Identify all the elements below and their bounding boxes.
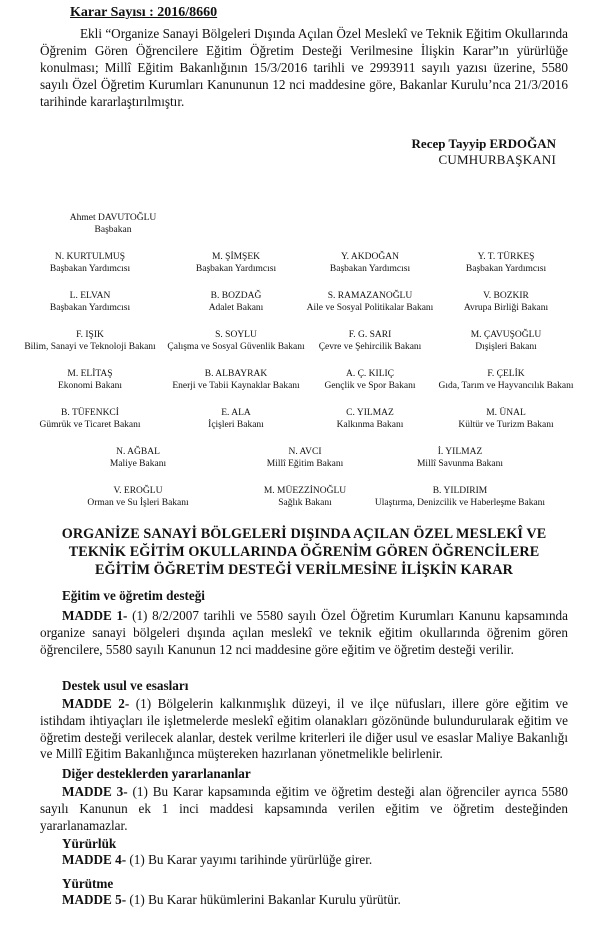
minister-title: Başbakan Yardımcısı — [195, 264, 277, 274]
minister-signature — [70, 212, 156, 236]
minister-title: Başbakan — [94, 225, 132, 235]
intro-paragraph: Ekli “Organize Sanayi Bölgeleri Dışında Açılan Özel Meslekî ve Teknik Eğitim Okullarında Öğrenim Gören Öğrencilere Eğitim Öğretim Desteği Verilmesine İlişkin Karar”ın yürürlüğe konulması; Millî Eğitim Bakanlığının 15/3/2016 tarihli ve 2993911 sayılı yazısı üzerine, 5580 sayılı Özel Öğretim Kurumları Kanununun 12 nci maddesine göre, Bakanlar Kurulu’nca 21/3/2016 tarihinde kararlaştırılmıştır. — [40, 26, 568, 109]
minister-name: Y. AKDOĞAN — [341, 252, 399, 262]
minister-name: B. TÜFENKCİ — [61, 408, 119, 418]
article-paragraph — [40, 852, 568, 869]
minister-signature — [208, 407, 264, 431]
minister-title: Adalet Bakanı — [208, 303, 264, 313]
minister-signature — [267, 446, 344, 470]
minister-name: İ. YILMAZ — [437, 447, 483, 457]
article-heading: Yürürlük — [62, 836, 117, 851]
minister-title: Kültür ve Turizm Bakanı — [458, 420, 554, 430]
minister-signature — [209, 290, 264, 314]
minister-title: Enerji ve Tabii Kaynaklar Bakanı — [172, 381, 300, 391]
minister-signature — [375, 485, 545, 509]
minister-title: Dışişleri Bakanı — [475, 342, 537, 352]
minister-title: Sağlık Bakanı — [278, 498, 332, 508]
minister-name: B. YILDIRIM — [432, 486, 488, 496]
article-heading: Destek usul ve esasları — [62, 678, 189, 693]
article-text: (1) Bölgelerin kalkınmışlık düzeyi, il ve ilçe nüfusları, illere göre eğitim ve istihdam ihtiyaçları ile işletmelerde meslekî eğitim olanakları gözönünde bulundurularak eğitim ve öğretim desteği verilecek alanlar, destek verilme kriterleri ile diğer usul ve esaslar Maliye Bakanlığı ve Millî Eğitim Bakanlığınca müştereken hazırlanan yönetmelikle belirlenir. — [40, 696, 568, 762]
minister-title: Millî Savunma Bakanı — [416, 459, 504, 469]
minister-signature — [58, 368, 122, 392]
minister-name: N. AVCI — [288, 447, 322, 457]
minister-signature — [464, 290, 548, 314]
minister-signature — [87, 485, 188, 509]
minister-name: F. IŞIK — [76, 330, 104, 340]
minister-title: İçişleri Bakanı — [208, 420, 264, 430]
minister-name: M. MÜEZZİNOĞLU — [263, 486, 347, 496]
minister-title: Millî Eğitim Bakanı — [266, 459, 344, 469]
minister-name: S. SOYLU — [215, 330, 257, 340]
article-label: MADDE 3- — [62, 784, 128, 799]
minister-name: V. BOZKIR — [483, 291, 529, 301]
article-text: (1) Bu Karar kapsamında eğitim ve öğretim desteği alan öğrenciler ayrıca 5580 sayılı Kanunun ek 1 inci maddesi kapsamında verilen eğitim ve öğretim desteğinden yararlanamazlar. — [40, 784, 568, 833]
article-text: (1) Bu Karar yayımı tarihinde yürürlüğe girer. — [126, 852, 373, 867]
article-label: MADDE 4- — [62, 852, 127, 867]
minister-title: Başbakan Yardımcısı — [49, 264, 131, 274]
signatory-name: Recep Tayyip ERDOĞAN — [411, 136, 556, 151]
minister-name: C. YILMAZ — [346, 408, 394, 418]
article-text: (1) 8/2/2007 tarihli ve 5580 sayılı Özel Öğretim Kurumları Kanunu kapsamında organize sanayi bölgeleri dışında açılan meslekî ve teknik eğitim okullarında öğrenim gören öğrencilere, 5580 sayılı Kanunun 12 nci maddesine göre eğitim ve öğretim desteği verilir. — [40, 608, 568, 657]
minister-signature — [167, 329, 304, 353]
minister-signature — [417, 446, 503, 470]
minister-signature — [110, 446, 166, 470]
article-paragraph — [40, 892, 568, 909]
article-label: MADDE 5- — [62, 892, 127, 907]
minister-signature — [458, 407, 553, 431]
minister-name: E. ALA — [221, 408, 251, 418]
minister-signature — [466, 251, 546, 275]
minister-title: Maliye Bakanı — [109, 459, 167, 469]
article-label: MADDE 2- — [62, 696, 130, 711]
article-heading: Diğer desteklerden yararlananlar — [62, 766, 251, 781]
minister-name: V. EROĞLU — [113, 486, 163, 496]
minister-name: M. ELİTAŞ — [67, 369, 113, 379]
article-paragraph — [40, 784, 568, 834]
minister-name: B. BOZDAĞ — [210, 291, 262, 301]
minister-signature — [172, 368, 299, 392]
minister-title: Başbakan Yardımcısı — [49, 303, 131, 313]
minister-name: F. ÇELİK — [487, 369, 525, 379]
minister-name: N. KURTULMUŞ — [54, 252, 126, 262]
minister-name: Ahmet DAVUTOĞLU — [69, 213, 157, 223]
minister-title: Bilim, Sanayi ve Teknoloji Bakanı — [24, 342, 156, 352]
minister-title: Gençlik ve Spor Bakanı — [324, 381, 416, 391]
minister-title: Aile ve Sosyal Politikalar Bakanı — [306, 303, 434, 313]
minister-signature — [337, 407, 404, 431]
minister-name: L. ELVAN — [69, 291, 111, 301]
minister-name: S. RAMAZANOĞLU — [327, 291, 413, 301]
minister-name: M. ÜNAL — [486, 408, 526, 418]
minister-name: N. AĞBAL — [116, 447, 160, 457]
minister-signature — [264, 485, 346, 509]
minister-signature — [324, 368, 415, 392]
minister-title: Başbakan Yardımcısı — [465, 264, 547, 274]
minister-signature — [196, 251, 276, 275]
minister-signature — [24, 329, 155, 353]
minister-signature — [50, 290, 130, 314]
minister-title: Avrupa Birliği Bakanı — [463, 303, 549, 313]
decision-title: ORGANİZE SANAYİ BÖLGELERİ DIŞINDA AÇILAN ÖZEL MESLEKÎ VE TEKNİK EĞİTİM OKULLARINDA ÖĞRENİM GÖREN ÖĞRENCİLERE EĞİTİM ÖĞRETİM DESTEĞİ VERİLMESİNE İLİŞKİN KARAR — [61, 526, 547, 578]
minister-title: Orman ve Su İşleri Bakanı — [87, 498, 189, 508]
minister-title: Gıda, Tarım ve Hayvancılık Bakanı — [438, 381, 574, 391]
minister-name: M. ŞİMŞEK — [211, 252, 261, 262]
article-text: (1) Bu Karar hükümlerini Bakanlar Kurulu yürütür. — [126, 892, 401, 907]
minister-title: Çevre ve Şehircilik Bakanı — [318, 342, 422, 352]
minister-name: B. ALBAYRAK — [204, 369, 268, 379]
minister-signature — [319, 329, 422, 353]
minister-name: A. Ç. KILIÇ — [345, 369, 395, 379]
minister-name: M. ÇAVUŞOĞLU — [470, 330, 542, 340]
minister-signature — [471, 329, 542, 353]
article-paragraph — [40, 608, 568, 658]
minister-title: Çalışma ve Sosyal Güvenlik Bakanı — [167, 342, 305, 352]
minister-signature — [307, 290, 434, 314]
minister-title: Ulaştırma, Denizcilik ve Haberleşme Bakanı — [374, 498, 546, 508]
article-label: MADDE 1- — [62, 608, 128, 623]
minister-title: Başbakan Yardımcısı — [329, 264, 411, 274]
article-heading: Eğitim ve öğretim desteği — [62, 588, 205, 603]
minister-name: F. G. SARI — [348, 330, 392, 340]
minister-title: Kalkınma Bakanı — [336, 420, 404, 430]
minister-signature — [50, 251, 130, 275]
minister-title: Ekonomi Bakanı — [57, 381, 123, 391]
minister-signature — [39, 407, 140, 431]
signature-block — [380, 136, 556, 168]
article-heading: Yürütme — [62, 876, 114, 891]
article-paragraph — [40, 696, 568, 763]
minister-name: Y. T. TÜRKEŞ — [477, 252, 535, 262]
minister-title: Gümrük ve Ticaret Bakanı — [39, 420, 141, 430]
signatory-title: CUMHURBAŞKANI — [438, 152, 556, 167]
minister-signature — [330, 251, 410, 275]
minister-signature — [438, 368, 573, 392]
decision-number: Karar Sayısı : 2016/8660 — [70, 5, 218, 20]
